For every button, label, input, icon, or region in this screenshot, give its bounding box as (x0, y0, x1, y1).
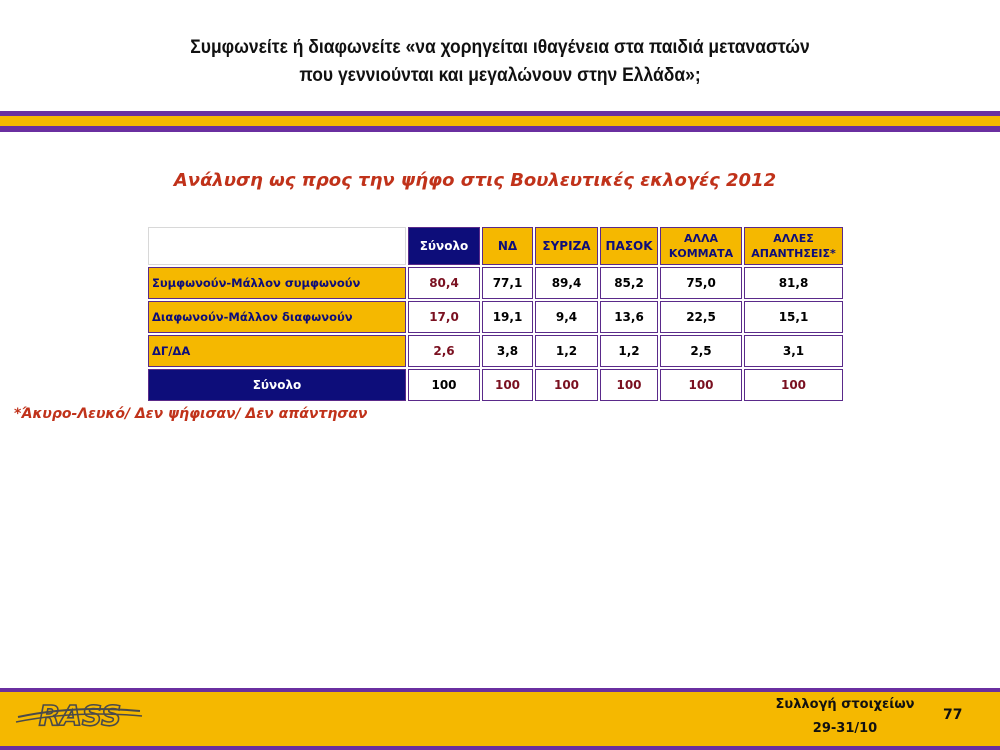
cell-dkna-other-parties: 2,5 (660, 335, 742, 367)
header-other-parties (660, 227, 742, 265)
data-collection-dates: 29-31/10 (812, 721, 878, 736)
header-other-answers-line2: ΑΠΑΝΤΗΣΕΙΣ* (751, 247, 836, 260)
cell-agree-pasok: 85,2 (600, 267, 658, 299)
data-collection-label: Συλλογή στοιχείων (775, 697, 915, 712)
cell-total-nd: 100 (482, 369, 533, 401)
header-total: Σύνολο (408, 227, 480, 265)
cell-disagree-syriza: 9,4 (535, 301, 598, 333)
table-row-total (148, 369, 843, 401)
page-number: 77 (943, 707, 963, 723)
title-line-1: Συμφωνείτε ή διαφωνείτε «να χορηγείται ιθαγένεια στα παιδιά μεταναστών (190, 37, 810, 58)
results-table (146, 225, 845, 403)
table-row-agree (148, 267, 843, 299)
cell-disagree-pasok: 13,6 (600, 301, 658, 333)
cell-agree-other-parties: 75,0 (660, 267, 742, 299)
cell-total-total: 100 (408, 369, 480, 401)
analysis-subtitle: Ανάλυση ως προς την ψήφο στις Βουλευτικές εκλογές 2012 (173, 170, 777, 191)
header-band-purple-bottom (0, 126, 1000, 132)
footnote: *Άκυρο-Λευκό/ Δεν ψήφισαν/ Δεν απάντησαν (14, 406, 368, 422)
header-syriza: ΣΥΡΙΖΑ (535, 227, 598, 265)
cell-disagree-other-parties: 22,5 (660, 301, 742, 333)
cell-total-other-parties: 100 (660, 369, 742, 401)
cell-total-other-answers: 100 (744, 369, 843, 401)
title-line-2: που γεννιούνται και μεγαλώνουν στην Ελλάδα»; (299, 65, 701, 86)
row-label-dk-na: ΔΓ/ΔΑ (148, 335, 406, 367)
header-other-answers-line1: ΑΛΛΕΣ (773, 232, 814, 245)
header-other-parties-line1: ΑΛΛΑ (683, 232, 719, 245)
rass-logo (14, 695, 144, 737)
table-row-dk-na (148, 335, 843, 367)
cell-agree-total: 80,4 (408, 267, 480, 299)
cell-dkna-syriza: 1,2 (535, 335, 598, 367)
footer-band-purple-bottom (0, 746, 1000, 750)
row-label-agree: Συμφωνούν-Μάλλον συμφωνούν (148, 267, 406, 299)
header-other-parties-line2: ΚΟΜΜΑΤΑ (668, 247, 734, 260)
table-row-disagree (148, 301, 843, 333)
cell-dkna-total: 2,6 (408, 335, 480, 367)
footer-info (770, 693, 920, 741)
cell-dkna-pasok: 1,2 (600, 335, 658, 367)
cell-disagree-nd: 19,1 (482, 301, 533, 333)
header-band-gold (0, 116, 1000, 126)
logo-text: RASS (38, 699, 122, 732)
cell-dkna-nd: 3,8 (482, 335, 533, 367)
header-pasok: ΠΑΣΟΚ (600, 227, 658, 265)
cell-total-pasok: 100 (600, 369, 658, 401)
header-row (148, 227, 843, 265)
cell-agree-syriza: 89,4 (535, 267, 598, 299)
row-label-disagree: Διαφωνούν-Μάλλον διαφωνούν (148, 301, 406, 333)
header-other-answers (744, 227, 843, 265)
cell-total-syriza: 100 (535, 369, 598, 401)
page-title (0, 34, 1000, 90)
header-nd: ΝΔ (482, 227, 533, 265)
cell-agree-nd: 77,1 (482, 267, 533, 299)
header-corner-cell (148, 227, 406, 265)
cell-disagree-total: 17,0 (408, 301, 480, 333)
cell-dkna-other-answers: 3,1 (744, 335, 843, 367)
cell-disagree-other-answers: 15,1 (744, 301, 843, 333)
row-label-total: Σύνολο (148, 369, 406, 401)
cell-agree-other-answers: 81,8 (744, 267, 843, 299)
